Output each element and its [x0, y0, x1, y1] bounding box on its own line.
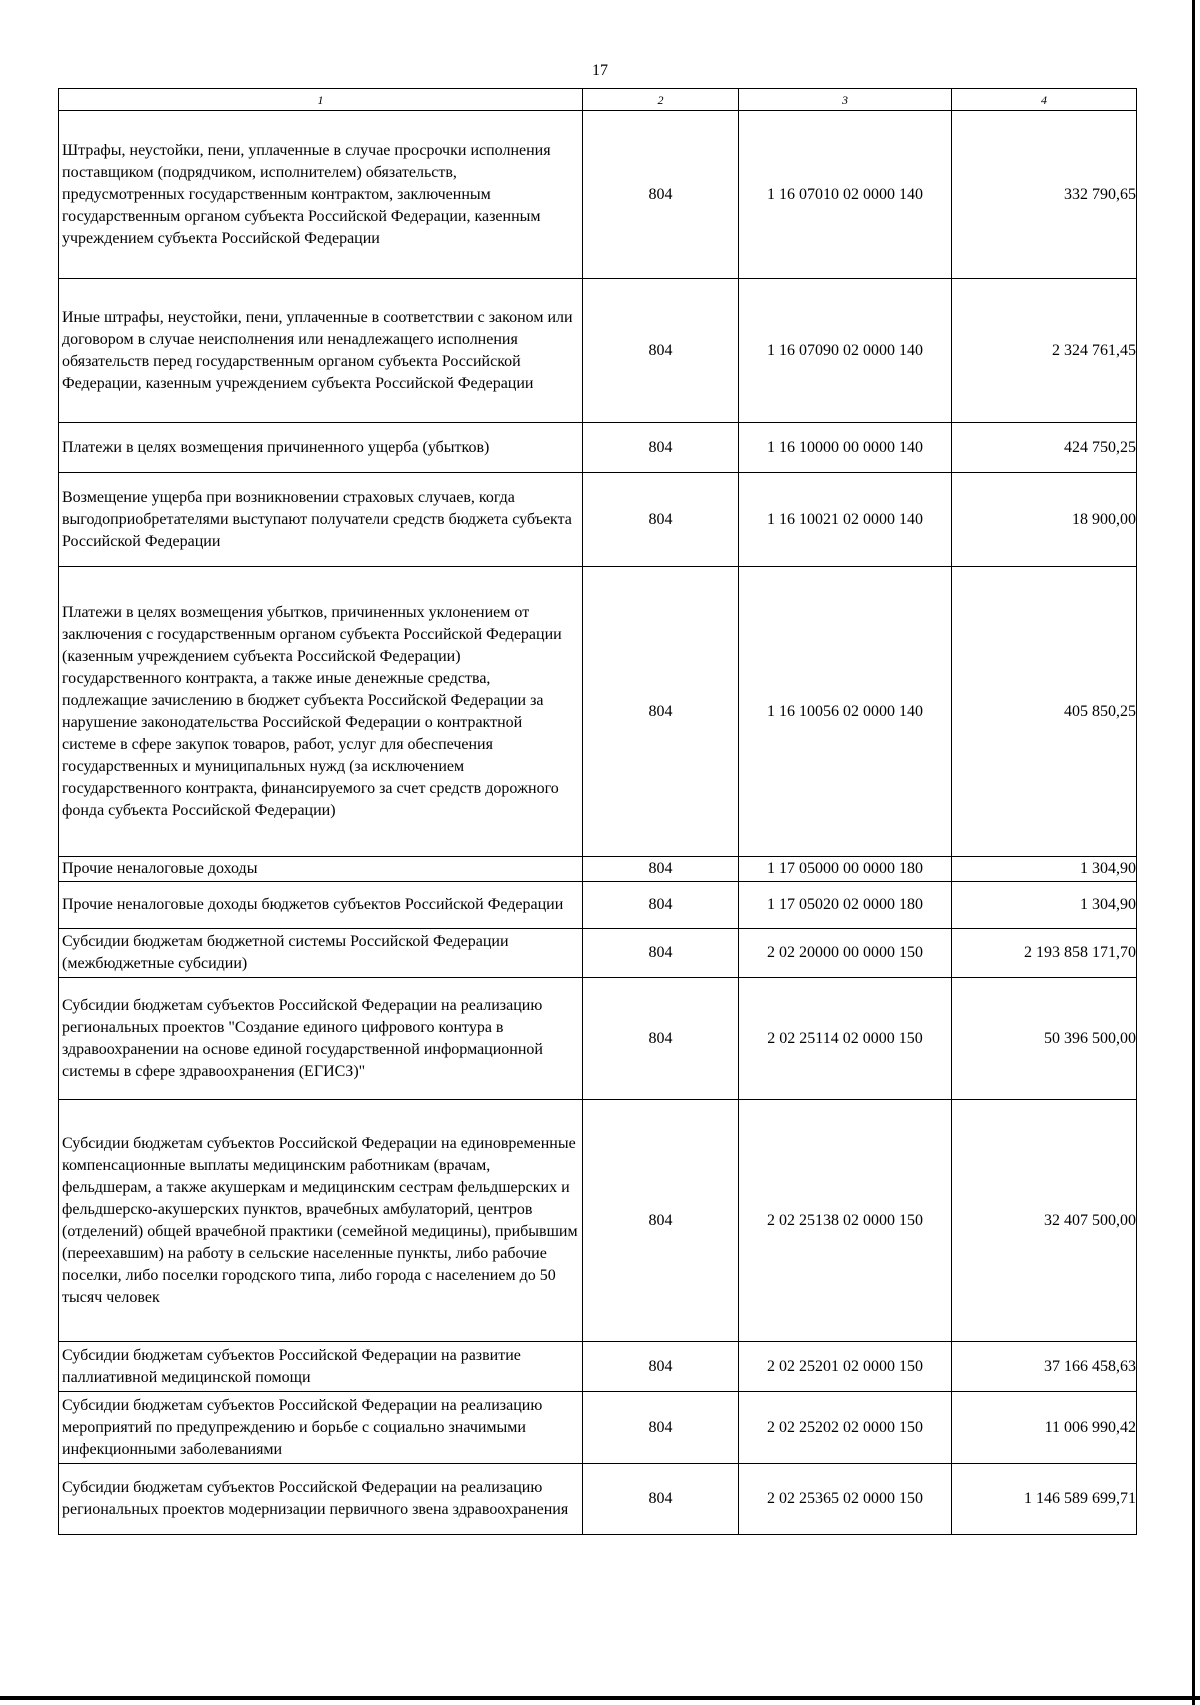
row-amount: 37 166 458,63	[952, 1342, 1137, 1392]
scan-border-bottom	[0, 1696, 1200, 1700]
page-number: 17	[592, 62, 608, 79]
row-amount: 2 324 761,45	[952, 279, 1137, 423]
row-budget-code: 1 16 10000 00 0000 140	[739, 423, 952, 473]
row-name: Субсидии бюджетам субъектов Российской Федерации на реализацию региональных проектов "Создание единого цифрового контура в здравоохранении на основе единой государственной информационной системы в сфере здравоохранения (ЕГИСЗ)"	[59, 978, 583, 1100]
row-name: Штрафы, неустойки, пени, уплаченные в случае просрочки исполнения поставщиком (подрядчиком, исполнителем) обязательств, предусмотренных государственным контрактом, заключенным государственным органом субъекта Российской Федерации, казенным учреждением субъекта Российской Федерации	[59, 111, 583, 279]
row-amount: 1 304,90	[952, 882, 1137, 929]
row-name: Возмещение ущерба при возникновении страховых случаев, когда выгодоприобретателями выступают получатели средств бюджета субъекта Российской Федерации	[59, 473, 583, 567]
row-admin-code: 804	[583, 111, 739, 279]
row-budget-code: 2 02 25365 02 0000 150	[739, 1464, 952, 1535]
row-admin-code: 804	[583, 1342, 739, 1392]
table-row	[59, 1464, 1137, 1535]
table-row	[59, 567, 1137, 857]
row-admin-code: 804	[583, 882, 739, 929]
row-amount: 50 396 500,00	[952, 978, 1137, 1100]
row-budget-code: 2 02 25138 02 0000 150	[739, 1100, 952, 1342]
column-header-3: 3	[739, 89, 952, 111]
row-amount: 11 006 990,42	[952, 1392, 1137, 1464]
row-admin-code: 804	[583, 567, 739, 857]
row-admin-code: 804	[583, 1392, 739, 1464]
table-row	[59, 111, 1137, 279]
row-name: Субсидии бюджетам субъектов Российской Федерации на реализацию мероприятий по предупреждению и борьбе с социально значимыми инфекционными заболеваниями	[59, 1392, 583, 1464]
row-amount: 1 146 589 699,71	[952, 1464, 1137, 1535]
row-admin-code: 804	[583, 929, 739, 978]
table-row	[59, 929, 1137, 978]
row-amount: 424 750,25	[952, 423, 1137, 473]
row-name: Прочие неналоговые доходы	[59, 857, 583, 882]
row-admin-code: 804	[583, 473, 739, 567]
row-budget-code: 1 16 07010 02 0000 140	[739, 111, 952, 279]
scan-border-right	[1192, 0, 1195, 1705]
row-admin-code: 804	[583, 1100, 739, 1342]
row-amount: 32 407 500,00	[952, 1100, 1137, 1342]
row-budget-code: 2 02 25201 02 0000 150	[739, 1342, 952, 1392]
row-budget-code: 1 16 10056 02 0000 140	[739, 567, 952, 857]
row-amount: 332 790,65	[952, 111, 1137, 279]
row-name: Субсидии бюджетам субъектов Российской Федерации на развитие паллиативной медицинской помощи	[59, 1342, 583, 1392]
column-header-4: 4	[952, 89, 1137, 111]
row-budget-code: 2 02 20000 00 0000 150	[739, 929, 952, 978]
table-row	[59, 857, 1137, 882]
table-row	[59, 978, 1137, 1100]
row-name: Платежи в целях возмещения причиненного ущерба (убытков)	[59, 423, 583, 473]
column-header-1: 1	[59, 89, 583, 111]
row-name: Иные штрафы, неустойки, пени, уплаченные в соответствии с законом или договором в случае неисполнения или ненадлежащего исполнения обязательств перед государственным органом субъекта Российской Федерации, казенным учреждением субъекта Российской Федерации	[59, 279, 583, 423]
row-name: Субсидии бюджетам субъектов Российской Федерации на реализацию региональных проектов модернизации первичного звена здравоохранения	[59, 1464, 583, 1535]
table-row	[59, 279, 1137, 423]
table-header-row	[59, 89, 1137, 111]
row-admin-code: 804	[583, 279, 739, 423]
row-amount: 1 304,90	[952, 857, 1137, 882]
table-row	[59, 423, 1137, 473]
row-budget-code: 1 17 05000 00 0000 180	[739, 857, 952, 882]
row-name: Субсидии бюджетам бюджетной системы Российской Федерации (межбюджетные субсидии)	[59, 929, 583, 978]
column-header-2: 2	[583, 89, 739, 111]
row-budget-code: 2 02 25114 02 0000 150	[739, 978, 952, 1100]
row-admin-code: 804	[583, 423, 739, 473]
row-admin-code: 804	[583, 1464, 739, 1535]
table-row	[59, 1342, 1137, 1392]
row-amount: 18 900,00	[952, 473, 1137, 567]
row-name: Субсидии бюджетам субъектов Российской Федерации на единовременные компенсационные выплаты медицинским работникам (врачам, фельдшерам, а также акушеркам и медицинским сестрам фельдшерских и фельдшерско-акушерских пунктов, врачебных амбулаторий, центров (отделений) общей врачебной практики (семейной медицины), прибывшим (переехавшим) на работу в сельские населенные пункты, либо рабочие поселки, либо поселки городского типа, либо города с населением до 50 тысяч человек	[59, 1100, 583, 1342]
table-row	[59, 1100, 1137, 1342]
table-row	[59, 882, 1137, 929]
row-name: Платежи в целях возмещения убытков, причиненных уклонением от заключения с государственным органом субъекта Российской Федерации (казенным учреждением субъекта Российской Федерации) государственного контракта, а также иные денежные средства, подлежащие зачислению в бюджет субъекта Российской Федерации за нарушение законодательства Российской Федерации о контрактной системе в сфере закупок товаров, работ, услуг для обеспечения государственных и муниципальных нужд (за исключением государственного контракта, финансируемого за счет средств дорожного фонда субъекта Российской Федерации)	[59, 567, 583, 857]
row-amount: 2 193 858 171,70	[952, 929, 1137, 978]
table-row	[59, 1392, 1137, 1464]
row-budget-code: 1 16 10021 02 0000 140	[739, 473, 952, 567]
row-admin-code: 804	[583, 857, 739, 882]
row-budget-code: 2 02 25202 02 0000 150	[739, 1392, 952, 1464]
row-budget-code: 1 16 07090 02 0000 140	[739, 279, 952, 423]
table-row	[59, 473, 1137, 567]
revenue-table	[58, 88, 1137, 1535]
row-name: Прочие неналоговые доходы бюджетов субъектов Российской Федерации	[59, 882, 583, 929]
row-amount: 405 850,25	[952, 567, 1137, 857]
row-admin-code: 804	[583, 978, 739, 1100]
row-budget-code: 1 17 05020 02 0000 180	[739, 882, 952, 929]
